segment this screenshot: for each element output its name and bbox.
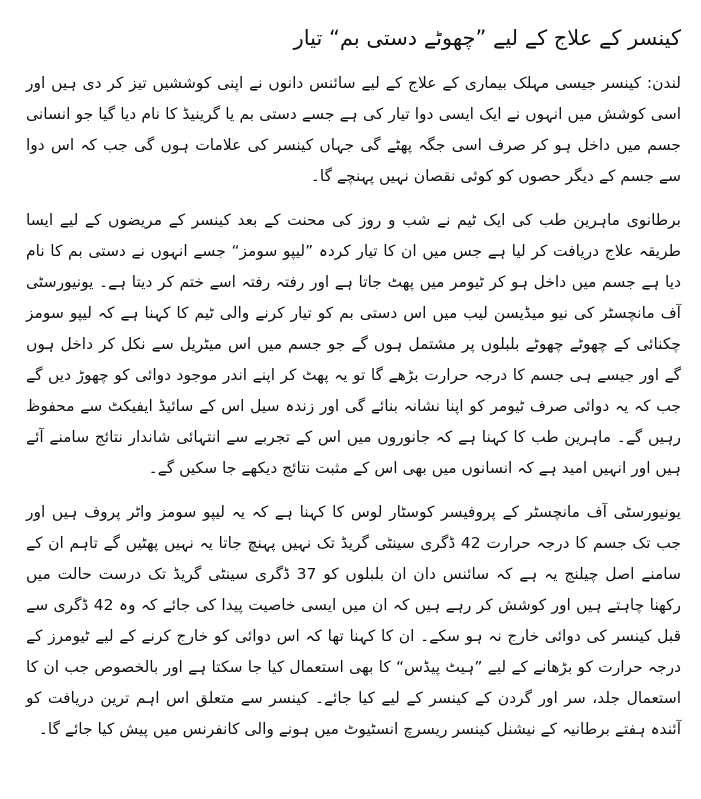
article-paragraph-3: یونیورسٹی آف مانچسٹر کے پروفیسر کوسٹار لوس کا کہنا ہے کہ یہ لیپو سومز واٹر پروف ہیں اور جب تک جسم کا درجہ حرارت 42 ڈگری سینٹی گریڈ تک نہیں پہنچ جاتا یہ نہیں پھٹیں گے تاہم ان کے سامنے اصل چیلنج یہ ہے کہ سائنس دان ان بلبلوں کو 37 ڈگری سینٹی گریڈ تک درست حالت میں رکھنا چاہتے ہیں اور کوشش کر رہے ہیں کہ ان میں ایسی خاصیت پیدا کی جائے کہ وہ 42 ڈگری سے قبل کینسر کی دوائی خارج نہ ہو سکے۔ ان کا کہنا تھا کہ اس دوائی کو خارج کرنے کے لیے ٹیومرز کے درجہ حرارت کو بڑھانے کے لیے ”ہیٹ پیڈس“ کا بھی استعمال کیا جا سکتا ہے اور بالخصوص جب ان کا استعمال جلد، سر اور گردن کے کینسر کے لیے کیا جائے۔ کینسر سے متعلق اس اہم ترین دریافت کو آئندہ ہفتے برطانیہ کے نیشنل کینسر ریسرچ انسٹیوٹ میں ہونے والی کانفرنس میں پیش کیا جائے گا۔: [26, 503, 681, 738]
article-title: کینسر کے علاج کے لیے ”چھوٹے دستی بم“ تیار: [293, 26, 681, 50]
article-paragraph-1: لندن: کینسر جیسی مہلک بیماری کے علاج کے لیے سائنس دانوں نے اپنی کوششیں تیز کر دی ہیں اور اسی کوشش میں انہوں نے ایک ایسی دوا تیار کی ہے جسے دستی بم یا گرینیڈ کا نام دیا گیا جو انسانی جسم میں داخل ہو کر صرف اسی جگہ پھٹے گی جہاں کینسر کی علامات ہوں گی جب کہ اس دوا سے جسم کے دیگر حصوں کو کوئی نقصان نہیں پہنچے گا۔: [26, 74, 681, 185]
article-paragraph-2: برطانوی ماہرین طب کی ایک ٹیم نے شب و روز کی محنت کے بعد کینسر کے مریضوں کے لیے ایسا طریقہ علاج دریافت کر لیا ہے جس میں ان کا تیار کردہ ”لیپو سومز“ جسے انہوں نے دستی بم کا نام دیا ہے جسم میں داخل ہو کر ٹیومر میں پھٹ جاتا ہے اور رفتہ رفتہ اسے ختم کر دیتا ہے۔ یونیورسٹی آف مانچسٹر کی نیو میڈیسن لیب میں اس دستی بم کو تیار کرنے والی ٹیم کا کہنا ہے کہ لیپو سومز چکنائی کے چھوٹے چھوٹے بلبلوں پر مشتمل ہوں گے جو جسم میں اس میٹریل سے نکل کر داخل ہوں گے اور جیسے ہی جسم کا درجہ حرارت بڑھے گا تو یہ پھٹ کر اپنے اندر موجود دوائی کو چھوڑ دیں گے جب کہ یہ دوائی صرف ٹیومر کو اپنا نشانہ بنائے گی اور زندہ سیل اس کے سائیڈ ایفیکٹ سے محفوظ رہیں گے۔ ماہرین طب کا کہنا ہے کہ جانوروں میں اس کے تجربے سے انتہائی شاندار نتائج سامنے آئے ہیں اور انہیں امید ہے کہ انسانوں میں بھی اس کے مثبت نتائج دیکھے جا سکیں گے۔: [26, 211, 681, 477]
